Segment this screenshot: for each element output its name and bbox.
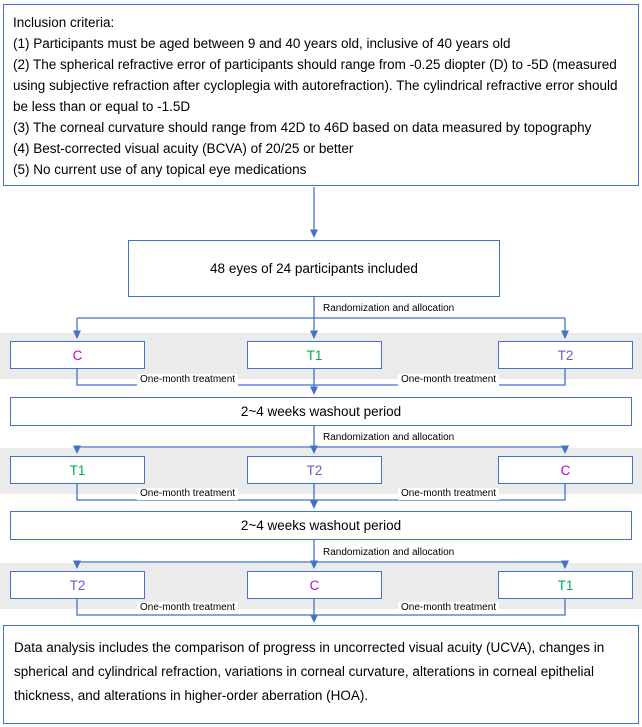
period-3-arm-3 xyxy=(498,571,633,599)
one-month-label: One-month treatment xyxy=(398,602,499,614)
washout-label: 2~4 weeks washout period xyxy=(240,518,402,533)
randomization-label-2: Randomization and allocation xyxy=(320,432,457,444)
randomization-label-1: Randomization and allocation xyxy=(320,303,457,315)
one-month-label: One-month treatment xyxy=(398,374,499,386)
one-month-label: One-month treatment xyxy=(137,374,238,386)
period-2-arm-2 xyxy=(247,456,382,484)
arm-label: C xyxy=(72,347,83,363)
period-1-arm-3 xyxy=(498,341,633,369)
period-3-arm-1 xyxy=(10,571,145,599)
period-1-arm-2 xyxy=(247,341,382,369)
inclusion-criteria-box xyxy=(3,4,639,186)
arm-label: T2 xyxy=(306,462,323,478)
data-analysis-box xyxy=(3,625,639,724)
inclusion-criteria-item: (2) The spherical refractive error of participants should range from -0.25 diopter (D) to -5D (measured using subjective refraction after cycloplegia with autorefraction). The cylindrical refractive error should be less than or equal to -1.5D xyxy=(13,57,618,114)
arm-label: T1 xyxy=(306,347,323,363)
arm-label: C xyxy=(309,577,320,593)
period-3-arm-2 xyxy=(247,571,382,599)
arm-label: C xyxy=(560,462,571,478)
period-1-arm-1 xyxy=(10,341,145,369)
arm-label: T2 xyxy=(557,347,574,363)
one-month-label: One-month treatment xyxy=(398,488,499,500)
inclusion-criteria-item: (5) No current use of any topical eye medications xyxy=(13,162,307,177)
randomization-label-3: Randomization and allocation xyxy=(320,547,457,559)
inclusion-criteria-title: Inclusion criteria: xyxy=(13,15,115,30)
inclusion-criteria-item: (4) Best-corrected visual acuity (BCVA) of 20/25 or better xyxy=(13,141,354,156)
washout-label: 2~4 weeks washout period xyxy=(240,404,402,419)
washout-box-1 xyxy=(10,397,632,426)
arm-label: T1 xyxy=(557,577,574,593)
one-month-label: One-month treatment xyxy=(137,602,238,614)
data-analysis-text: Data analysis includes the comparison of progress in uncorrected visual acuity (UCVA), changes in spherical and cylindrical refraction, variations in corneal curvature, alterations in corneal epithelial thickness, and alterations in higher-order aberration (HOA). xyxy=(14,640,605,703)
period-2-arm-3 xyxy=(498,456,633,484)
enrollment-box xyxy=(128,240,500,297)
arm-label: T1 xyxy=(69,462,86,478)
inclusion-criteria-item: (1) Participants must be aged between 9 and 40 years old, inclusive of 40 years old xyxy=(13,36,511,51)
enrollment-label: 48 eyes of 24 participants included xyxy=(210,261,418,276)
arm-label: T2 xyxy=(69,577,86,593)
period-2-arm-1 xyxy=(10,456,145,484)
inclusion-criteria-item: (3) The corneal curvature should range from 42D to 46D based on data measured by topography xyxy=(13,120,592,135)
washout-box-2 xyxy=(10,511,632,540)
one-month-label: One-month treatment xyxy=(137,488,238,500)
